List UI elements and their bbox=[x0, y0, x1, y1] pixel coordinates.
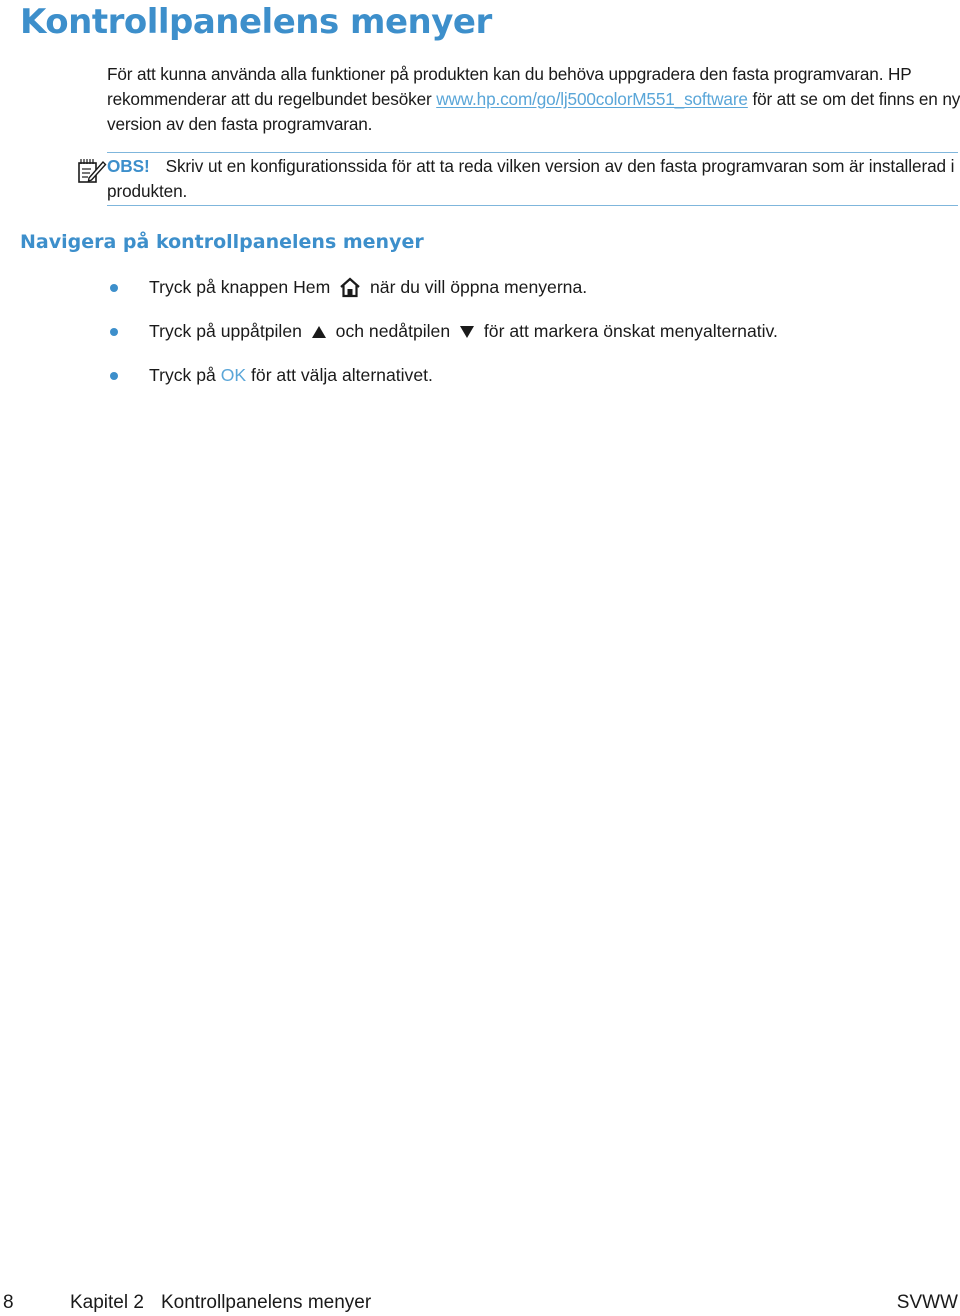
page-title: Kontrollpanelens menyer bbox=[20, 2, 492, 42]
footer-code: SVWW bbox=[896, 1292, 958, 1313]
list-item bbox=[107, 316, 778, 360]
ok-button-label: OK bbox=[220, 365, 247, 385]
list-item-text: för att markera önskat menyalternativ. bbox=[483, 321, 778, 341]
footer-chapter-title: Kontrollpanelens menyer bbox=[161, 1292, 372, 1313]
firmware-link[interactable]: www.hp.com/go/lj500colorM551_software bbox=[436, 89, 748, 109]
list-item bbox=[107, 360, 778, 404]
list-item bbox=[107, 272, 778, 316]
list-item-text: för att välja alternativet. bbox=[251, 365, 433, 385]
note-text: Skriv ut en konfigurationssida för att ta reda vilken version av den fasta programvaran som är installerad i produkten. bbox=[107, 156, 955, 201]
list-item-text: Tryck på bbox=[149, 365, 216, 385]
intro-paragraph bbox=[107, 62, 960, 137]
intro-text-end: för att se om det finns en ny version av den fasta programvaran. bbox=[107, 89, 960, 134]
note-label: OBS! bbox=[107, 156, 150, 176]
list-item-text: och nedåtpilen bbox=[335, 321, 451, 341]
note-box bbox=[107, 152, 958, 206]
down-arrow-icon bbox=[460, 326, 474, 338]
intro-text-start: För att kunna använda alla funktioner på produkten kan du behöva uppgradera den fasta programvaran. HP rekommenderar att du regelbundet besöker bbox=[107, 64, 912, 109]
page-footer bbox=[0, 1290, 960, 1316]
footer-chapter: Kapitel 2 bbox=[70, 1292, 144, 1313]
bullet-dot bbox=[110, 372, 118, 380]
section-heading: Navigera på kontrollpanelens menyer bbox=[20, 231, 424, 253]
instruction-list bbox=[107, 272, 778, 404]
list-item-text: Tryck på uppåtpilen bbox=[149, 321, 302, 341]
home-icon bbox=[339, 276, 361, 298]
up-arrow-icon bbox=[312, 326, 326, 338]
list-item-text: när du vill öppna menyerna. bbox=[370, 277, 588, 297]
list-item-text: Tryck på knappen Hem bbox=[149, 277, 331, 297]
note-pad-icon bbox=[77, 156, 107, 184]
page-number: 8 bbox=[3, 1292, 14, 1313]
bullet-dot bbox=[110, 284, 118, 292]
bullet-dot bbox=[110, 328, 118, 336]
